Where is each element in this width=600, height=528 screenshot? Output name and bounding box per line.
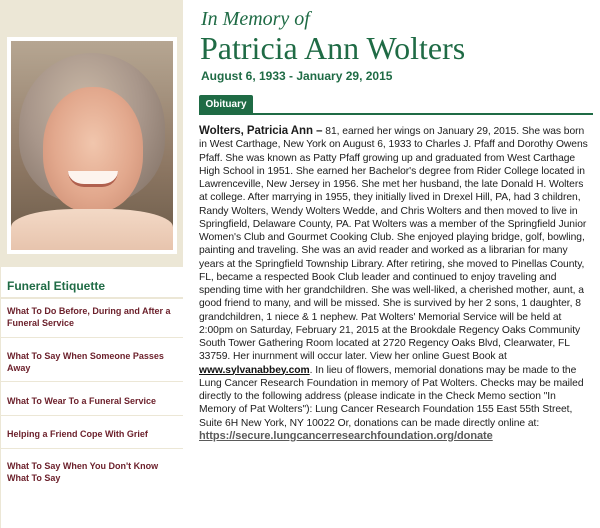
- obituary-text: [199, 125, 592, 443]
- etiquette-link-what-to-wear[interactable]: What To Wear To a Funeral Service: [7, 396, 157, 406]
- etiquette-link-what-to-say[interactable]: What To Say When Someone Passes Away: [7, 351, 164, 373]
- tab-obituary[interactable]: Obituary: [199, 95, 253, 114]
- guestbook-link[interactable]: www.sylvanabbey.com: [199, 364, 310, 376]
- life-dates: August 6, 1933 - January 29, 2015: [201, 69, 393, 83]
- etiquette-divider: [0, 415, 183, 416]
- funeral-etiquette-title: Funeral Etiquette: [7, 279, 106, 293]
- memorial-photo-frame: [7, 37, 177, 254]
- obituary-body-part-1: 81, earned her wings on January 29, 2015. She was born in West Carthage, New York on August 6, 1933 to Charles J. Pfaff and Dorothy Owens Pfaff. She was known as Patty Pfaff growing up and graduated from West Carthage High School in 1951. She earned her Bachelor's degree from Rider College located in Lawrenceville, New Jersey in 1956. She met her husband, the late Donald H. Wolters at college. After marrying in 1955, they initially lived in Drexel Hill, PA, had 3 children, Randy Wolters, Wendy Wolters Wedde, and Chris Wolters and then moved to live in Springfield, Delaware County, PA. Pat Wolters was a member of the Springfield Junior Women's Club and Gourmet Cooking Club. She enjoyed playing bridge, golf, bowling, painting and traveling. She was an avid reader and worked as a librarian for many years at the Springfield Township Library. After retiring, she moved to Pinellas County, FL, became a respected Book Club leader and continued to enjoy traveling and spending time with her grandchildren. She was well-liked, a cherished mother, aunt, a good friend to many, and will be missed. She is survived by her 2 sons, 1 daughter, 8 grandchildren, 1 niece & 1 nephew. Pat Wolters' Memorial Service will be held at 2:00pm on Saturday, February 21, 2015 at the Brookdale Regency Oaks Community South Tower Gathering Room located at 2720 Regency Oaks Blvd, Clearwater, FL 33759. Her inurnment will occur later. View her online Guest Book at: [199, 126, 588, 363]
- obituary-lead-name: Wolters, Patricia Ann –: [199, 125, 323, 137]
- in-memory-of-heading: In Memory of: [201, 8, 310, 30]
- etiquette-link-dont-know-what-to-say[interactable]: What To Say When You Don't Know What To Say: [7, 461, 159, 483]
- deceased-name-title: Patricia Ann Wolters: [200, 30, 466, 66]
- etiquette-link-before-during-after[interactable]: What To Do Before, During and After a Funeral Service: [7, 306, 171, 328]
- etiquette-divider: [0, 448, 183, 449]
- obituary-body-part-2: . In lieu of flowers, memorial donations may be made to the Lung Cancer Research Foundation in memory of Pat Wolters. Checks may be mailed directly to the following address (please indicate in the Check Memo section "In Memory of Pat Wolters"): Lung Cancer Research Foundation 155 East 55th Street, Suite 6H New York, NY 10022 Or, donations can be made directly online at:: [199, 364, 584, 429]
- memorial-photo: [11, 41, 173, 250]
- tab-underline: [199, 113, 593, 115]
- etiquette-divider: [0, 297, 183, 299]
- donation-link[interactable]: https://secure.lungcancerresearchfoundation.org/donate: [199, 429, 493, 442]
- etiquette-divider: [0, 381, 183, 382]
- etiquette-divider: [0, 337, 183, 338]
- etiquette-link-cope-with-grief[interactable]: Helping a Friend Cope With Grief: [7, 429, 148, 439]
